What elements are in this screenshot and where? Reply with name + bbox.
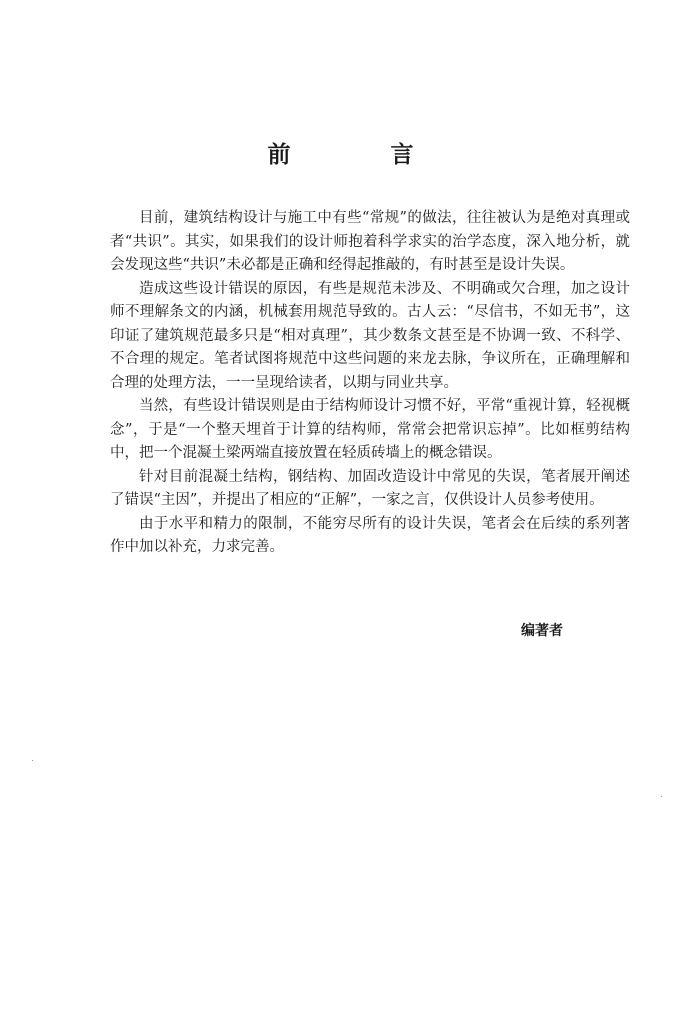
paragraph-4: 针对目前混凝土结构，钢结构、加固改造设计中常见的失误，笔者展开阐述了错误“主因”，并提出了相应的“正解”，一家之言，仅供设计人员参考使用。 xyxy=(110,468,630,508)
paragraph-5: 由于水平和精力的限制，不能穷尽所有的设计失误，笔者会在后续的系列著作中加以补充，力求完善。 xyxy=(110,515,630,555)
preface-body xyxy=(110,207,630,560)
scan-speck xyxy=(32,760,33,761)
paragraph-3: 当然，有些设计错误则是由于结构师设计习惯不好，平常“重视计算，轻视概念”，于是“一个整天埋首于计算的结构师，常常会把常识忘掉”。比如框剪结构中，把一个混凝土梁两端直接放置在轻质砖墙上的概念错误。 xyxy=(110,398,630,461)
page-title: 前 言 xyxy=(267,141,460,168)
paragraph-1: 目前，建筑结构设计与施工中有些“常规”的做法，往往被认为是绝对真理或者“共识”。其实，如果我们的设计师抱着科学求实的治学态度，深入地分析，就会发现这些“共识”未必都是正确和经得起推敲的，有时甚至是设计失误。 xyxy=(110,210,630,273)
author-signature: 编著者 xyxy=(521,623,563,639)
paragraph-2: 造成这些设计错误的原因，有些是规范未涉及、不明确或欠合理，加之设计师不理解条文的内涵，机械套用规范导致的。古人云：“尽信书，不如无书”，这印证了建筑规范最多只是“相对真理”，其少数条文甚至是不协调一致、不科学、不合理的规定。笔者试图将规范中这些问题的来龙去脉，争议所在，正确理解和合理的处理方法，一一呈现给读者，以期与同业共享。 xyxy=(110,280,630,391)
scan-speck xyxy=(661,796,662,797)
